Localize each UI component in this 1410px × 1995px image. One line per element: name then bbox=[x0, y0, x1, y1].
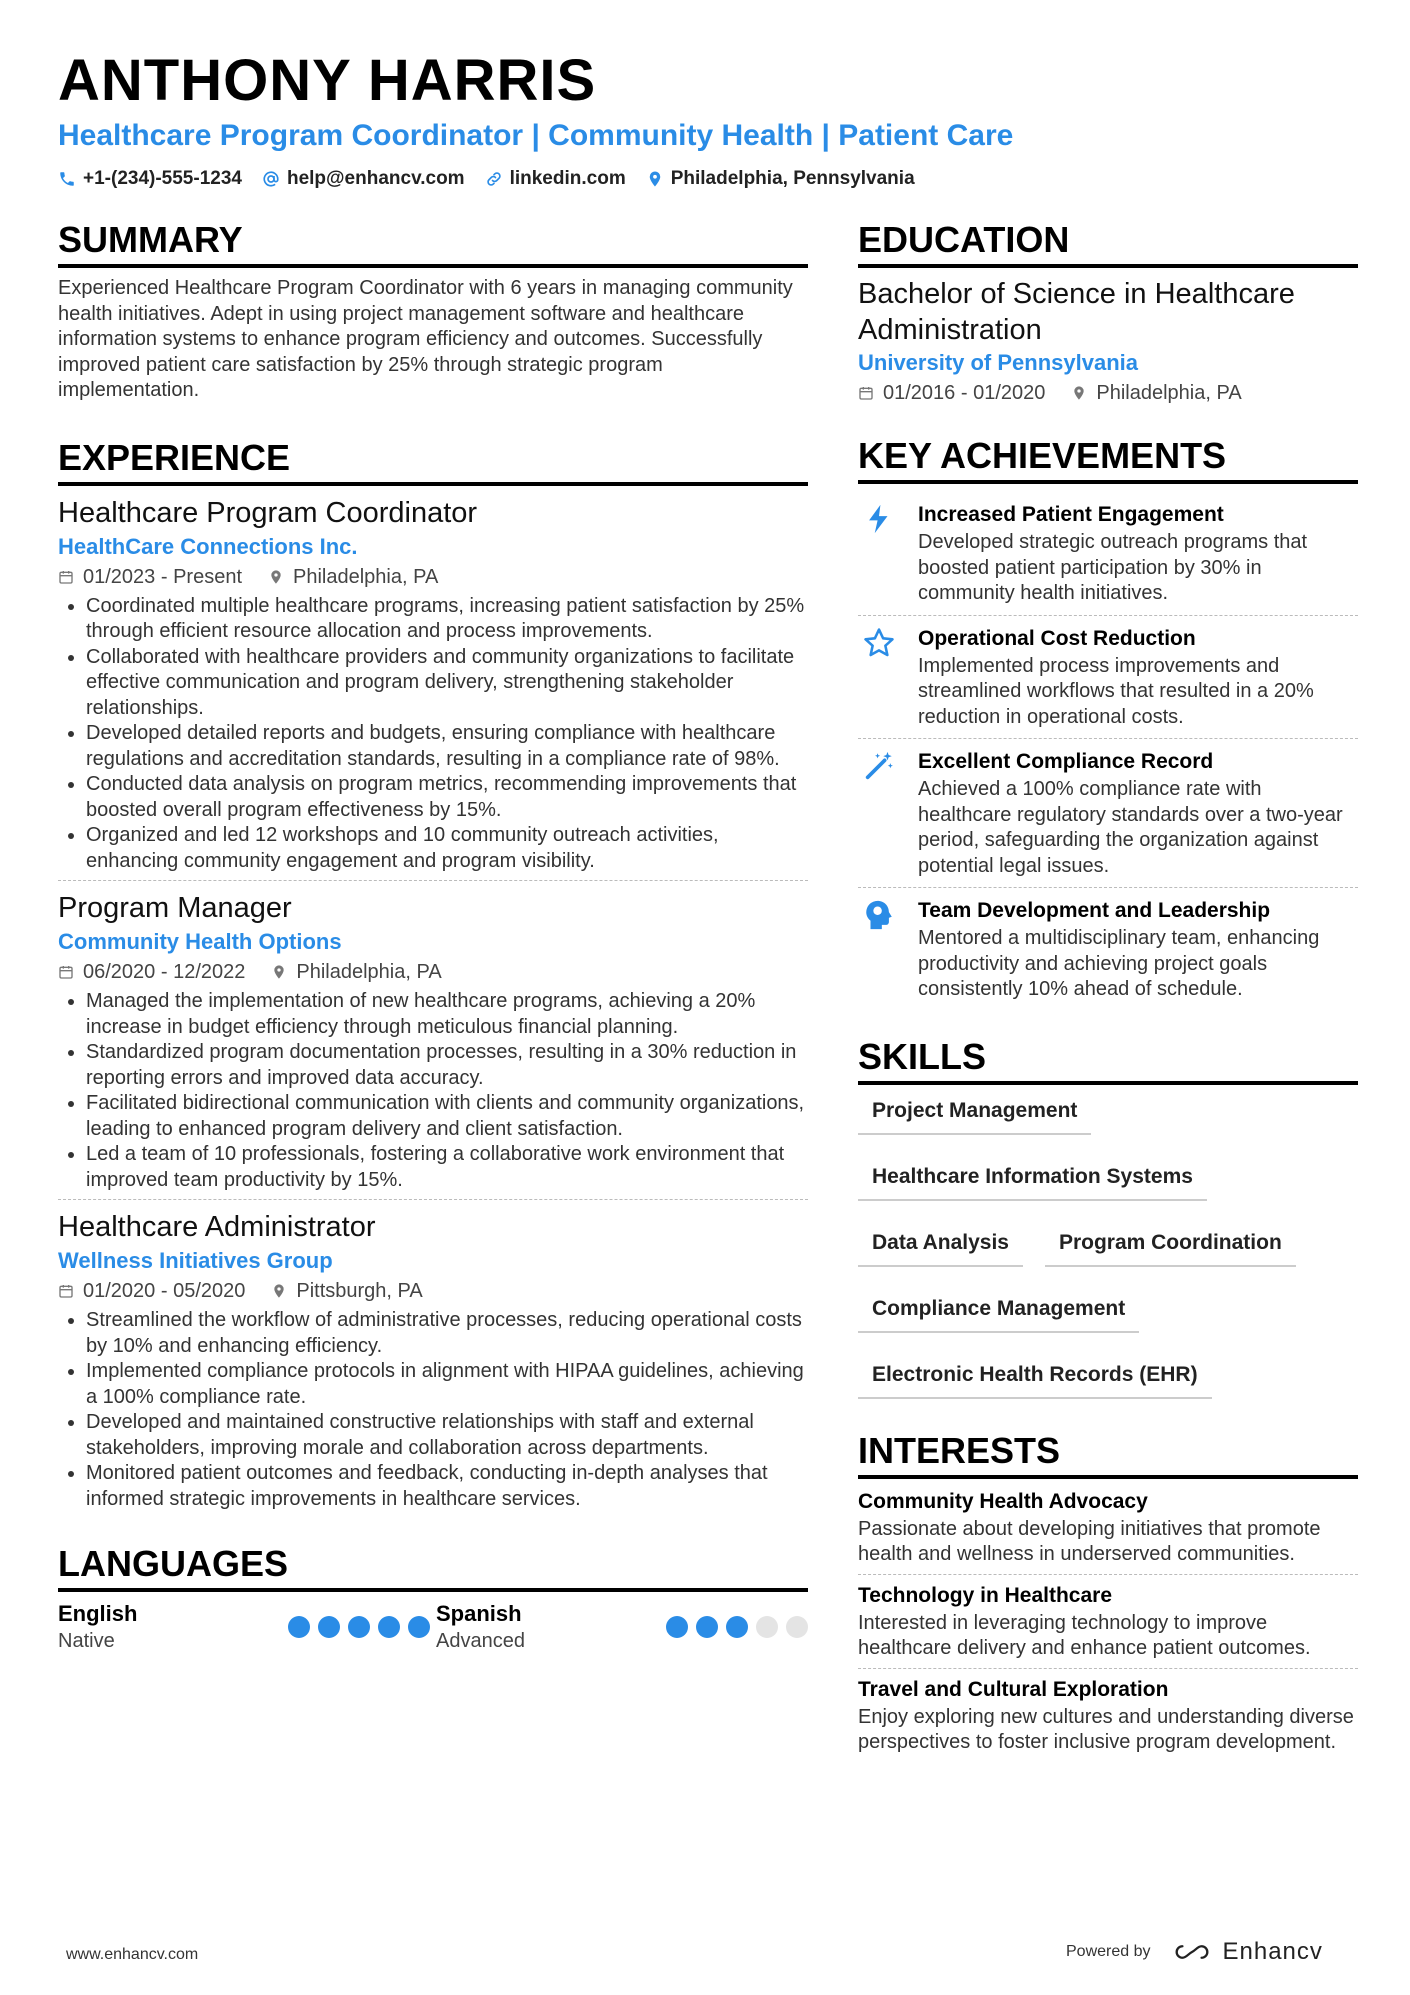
footer-website[interactable]: www.enhancv.com bbox=[66, 1946, 199, 1963]
enhancv-logo-icon bbox=[1169, 1940, 1215, 1964]
job-entry bbox=[58, 494, 808, 882]
phone-icon bbox=[58, 170, 76, 188]
achievement-item bbox=[858, 492, 1358, 616]
contact-phone[interactable] bbox=[58, 168, 242, 190]
job-title: Healthcare Program Coordinator bbox=[58, 496, 478, 529]
education-meta bbox=[858, 378, 1358, 408]
rating-dot-filled bbox=[696, 1616, 718, 1638]
achievement-title: Excellent Compliance Record bbox=[918, 750, 1214, 773]
rating-dot-filled bbox=[318, 1616, 340, 1638]
interest-title: Technology in Healthcare bbox=[858, 1583, 1112, 1607]
achievements-section bbox=[858, 434, 1358, 1011]
interest-text: Interested in leveraging technology to improve healthcare delivery and enhance patient outcomes. bbox=[858, 1611, 1311, 1659]
achievement-text: Achieved a 100% compliance rate with healthcare regulatory standards over a two-year period, safeguarding the organization against potential legal issues. bbox=[918, 778, 1343, 877]
rating-dot-empty bbox=[786, 1616, 808, 1638]
linkedin-text: linkedin.com bbox=[509, 168, 626, 189]
skills-list bbox=[858, 1097, 1358, 1399]
job-entry bbox=[58, 889, 808, 1200]
experience-title: EXPERIENCE bbox=[58, 436, 808, 486]
skill-tag: Healthcare Information Systems bbox=[858, 1163, 1207, 1201]
star-icon bbox=[862, 626, 896, 660]
rating-dot-filled bbox=[348, 1616, 370, 1638]
job-dates: 01/2020 - 05/2020 bbox=[83, 1280, 246, 1302]
achievement-text: Mentored a multidisciplinary team, enhancing productivity and achieving project goals consistently 10% ahead of schedule. bbox=[918, 927, 1320, 1000]
job-title: Healthcare Administrator bbox=[58, 1211, 376, 1243]
job-bullets bbox=[58, 989, 808, 1193]
contact-linkedin[interactable] bbox=[485, 168, 626, 190]
skills-section bbox=[858, 1035, 1358, 1399]
job-bullet: • Coordinated multiple healthcare programs, increasing patient satisfaction by 25% through efficient resource allocation and process improvements. bbox=[86, 594, 808, 645]
job-bullet: • Monitored patient outcomes and feedback, conducting in-depth analyses that informed strategic improvements in healthcare services. bbox=[86, 1461, 808, 1512]
email-text: help@enhancv.com bbox=[286, 168, 465, 189]
calendar-icon bbox=[58, 569, 74, 585]
headline: Healthcare Program Coordinator | Community Health | Patient Care bbox=[58, 119, 1014, 152]
powered-by-label: Powered by bbox=[1066, 1943, 1151, 1960]
interests-section bbox=[858, 1429, 1358, 1762]
job-meta bbox=[58, 1276, 808, 1306]
job-bullets bbox=[58, 594, 808, 875]
link-icon bbox=[485, 170, 503, 188]
job-dates: 01/2023 - Present bbox=[83, 565, 242, 588]
lightning-icon bbox=[862, 502, 896, 536]
skill-tag: Program Coordination bbox=[1045, 1229, 1296, 1267]
interest-text: Passionate about developing initiatives that promote health and wellness in underserved communities. bbox=[858, 1517, 1321, 1565]
calendar-icon bbox=[58, 964, 74, 980]
achievement-title: Increased Patient Engagement bbox=[918, 503, 1224, 526]
job-bullets bbox=[58, 1308, 808, 1512]
language-rating bbox=[288, 1616, 430, 1638]
location-pin-icon bbox=[271, 964, 287, 980]
interest-item bbox=[858, 1675, 1358, 1762]
achievement-title: Team Development and Leadership bbox=[918, 899, 1271, 922]
calendar-icon bbox=[858, 385, 874, 401]
education-section bbox=[858, 218, 1358, 408]
job-bullet: • Implemented compliance protocols in alignment with HIPAA guidelines, achieving a 100% compliance rate. bbox=[86, 1359, 808, 1410]
location-pin-icon bbox=[268, 569, 284, 585]
languages-list bbox=[58, 1600, 808, 1654]
education-dates: 01/2016 - 01/2020 bbox=[883, 382, 1046, 404]
job-bullet: • Facilitated bidirectional communication with clients and community organizations, leading to enhanced program delivery and client satisfaction. bbox=[86, 1091, 808, 1142]
education-title: EDUCATION bbox=[858, 218, 1358, 268]
rating-dot-filled bbox=[288, 1616, 310, 1638]
interest-title: Community Health Advocacy bbox=[858, 1489, 1148, 1513]
contact-location bbox=[646, 168, 915, 190]
interest-title: Travel and Cultural Exploration bbox=[858, 1677, 1169, 1701]
achievements-title: KEY ACHIEVEMENTS bbox=[858, 434, 1358, 484]
company-name[interactable]: HealthCare Connections Inc. bbox=[58, 533, 358, 559]
job-title: Program Manager bbox=[58, 892, 292, 924]
job-bullet: • Collaborated with healthcare providers and community organizations to facilitate effective communication and program delivery, strengthening stakeholder relationships. bbox=[86, 645, 808, 722]
rating-dot-filled bbox=[378, 1616, 400, 1638]
language-item bbox=[436, 1600, 808, 1654]
left-column bbox=[58, 218, 808, 1654]
job-location: Pittsburgh, PA bbox=[296, 1280, 423, 1302]
job-dates: 06/2020 - 12/2022 bbox=[83, 961, 246, 983]
job-bullet: • Organized and led 12 workshops and 10 community outreach activities, enhancing community engagement and program visibility. bbox=[86, 823, 808, 874]
languages-section bbox=[58, 1542, 808, 1654]
location-pin-icon bbox=[646, 170, 664, 188]
achievement-item bbox=[858, 888, 1358, 1011]
language-level: Native bbox=[58, 1630, 115, 1652]
rating-dot-filled bbox=[408, 1616, 430, 1638]
summary-text: Experienced Healthcare Program Coordinator with 6 years in managing community health initiatives. Adept in using project management software and healthcare information systems to enhance program efficiency and outcomes. Successfully improved patient care satisfaction by 25% through strategic program implementation. bbox=[58, 277, 793, 401]
language-item bbox=[58, 1600, 430, 1654]
summary-section bbox=[58, 218, 808, 404]
skill-tag: Compliance Management bbox=[858, 1295, 1139, 1333]
rating-dot-empty bbox=[756, 1616, 778, 1638]
interests-title: INTERESTS bbox=[858, 1429, 1358, 1479]
job-bullet: • Developed detailed reports and budgets, ensuring compliance with healthcare regulations and accreditation standards, resulting in a compliance rate of 98%. bbox=[86, 721, 808, 772]
job-meta bbox=[58, 562, 808, 592]
location-pin-icon bbox=[1071, 385, 1087, 401]
footer-branding bbox=[1066, 1938, 1323, 1966]
right-column bbox=[858, 218, 1358, 1768]
skill-tag: Data Analysis bbox=[858, 1229, 1023, 1267]
candidate-name: ANTHONY HARRIS bbox=[58, 48, 597, 113]
experience-section bbox=[58, 436, 808, 1519]
interest-text: Enjoy exploring new cultures and understanding diverse perspectives to foster inclusive program development. bbox=[858, 1705, 1354, 1753]
achievement-text: Implemented process improvements and streamlined workflows that resulted in a 20% reduction in operational costs. bbox=[918, 654, 1314, 728]
job-location: Philadelphia, PA bbox=[296, 961, 442, 983]
company-name[interactable]: Wellness Initiatives Group bbox=[58, 1248, 333, 1273]
calendar-icon bbox=[58, 1283, 74, 1299]
summary-title: SUMMARY bbox=[58, 218, 808, 268]
head-bulb-icon bbox=[862, 898, 896, 932]
language-rating bbox=[666, 1616, 808, 1638]
language-level: Advanced bbox=[436, 1630, 525, 1652]
company-name[interactable]: Community Health Options bbox=[58, 929, 342, 954]
achievement-title: Operational Cost Reduction bbox=[918, 626, 1196, 650]
job-location: Philadelphia, PA bbox=[293, 565, 439, 588]
job-meta bbox=[58, 957, 808, 987]
contact-bar bbox=[58, 168, 915, 190]
degree: Bachelor of Science in Healthcare Administration bbox=[858, 278, 1295, 346]
job-bullet: • Led a team of 10 professionals, fostering a collaborative work environment that improved team productivity by 15%. bbox=[86, 1142, 808, 1193]
language-name: Spanish bbox=[436, 1601, 522, 1626]
enhancv-logo[interactable] bbox=[1169, 1938, 1323, 1966]
skills-title: SKILLS bbox=[858, 1035, 1358, 1085]
at-icon bbox=[262, 170, 280, 188]
job-entry bbox=[58, 1208, 808, 1518]
job-bullet: • Standardized program documentation processes, resulting in a 30% reduction in reporting errors and improved data accuracy. bbox=[86, 1040, 808, 1091]
job-bullet: • Developed and maintained constructive relationships with staff and external stakeholders, improving morale and collaboration across departments. bbox=[86, 1410, 808, 1461]
interest-item bbox=[858, 1487, 1358, 1575]
phone-text: +1-(234)-555-1234 bbox=[83, 168, 242, 189]
achievement-item bbox=[858, 616, 1358, 740]
interest-item bbox=[858, 1581, 1358, 1669]
school-name[interactable]: University of Pennsylvania bbox=[858, 350, 1138, 375]
education-location: Philadelphia, PA bbox=[1096, 382, 1242, 404]
location-text: Philadelphia, Pennsylvania bbox=[670, 168, 915, 189]
rating-dot-filled bbox=[666, 1616, 688, 1638]
rating-dot-filled bbox=[726, 1616, 748, 1638]
job-bullet: • Conducted data analysis on program metrics, recommending improvements that boosted overall program effectiveness by 15%. bbox=[86, 772, 808, 823]
skill-tag: Electronic Health Records (EHR) bbox=[858, 1361, 1212, 1399]
achievement-text: Developed strategic outreach programs that boosted patient participation by 30% in community health initiatives. bbox=[918, 531, 1308, 604]
contact-email[interactable] bbox=[262, 168, 465, 190]
location-pin-icon bbox=[271, 1283, 287, 1299]
achievement-item bbox=[858, 739, 1358, 888]
magic-wand-icon bbox=[862, 749, 896, 783]
languages-title: LANGUAGES bbox=[58, 1542, 808, 1592]
job-bullet: • Streamlined the workflow of administrative processes, reducing operational costs by 10% and enhancing efficiency. bbox=[86, 1308, 808, 1359]
job-bullet: • Managed the implementation of new healthcare programs, achieving a 20% increase in budget efficiency through meticulous financial planning. bbox=[86, 989, 808, 1040]
skill-tag: Project Management bbox=[858, 1097, 1091, 1135]
language-name: English bbox=[58, 1601, 138, 1626]
brand-name: Enhancv bbox=[1222, 1938, 1323, 1965]
